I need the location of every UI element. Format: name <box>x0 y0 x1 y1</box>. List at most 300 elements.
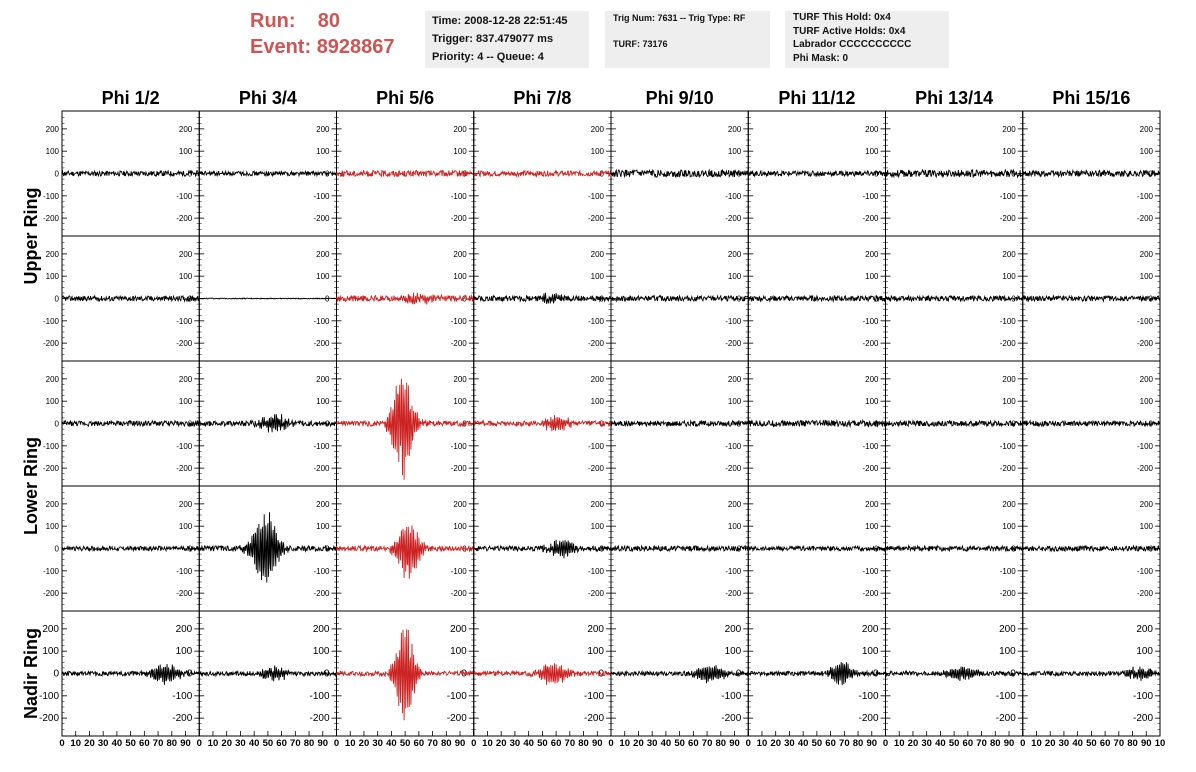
y-tick-label: -100 <box>176 441 193 451</box>
x-tick-label: 90 <box>317 738 329 749</box>
x-tick-label: 60 <box>139 738 150 749</box>
y-tick-label: 0 <box>323 668 330 680</box>
column-header: Phi 3/4 <box>238 88 297 108</box>
column-header: Phi 11/12 <box>778 88 856 108</box>
x-tick-label: 20 <box>358 738 370 749</box>
y-tick-label: -100 <box>587 316 604 326</box>
column-header: Phi 15/16 <box>1052 88 1131 108</box>
x-tick-label: 50 <box>811 738 823 749</box>
y-tick-label: 100 <box>453 147 467 157</box>
y-tick-label: 100 <box>590 397 604 407</box>
y-tick-label: 200 <box>590 249 604 259</box>
y-tick-label: 0 <box>54 544 59 554</box>
y-tick-label: 200 <box>316 499 330 509</box>
x-tick-label: 20 <box>1044 738 1056 749</box>
x-tick-label: 80 <box>1127 738 1138 749</box>
trig-num-text: Trig Num: 7631 -- Trig Type: RF <box>613 13 746 23</box>
y-tick-label: -200 <box>725 214 742 224</box>
x-tick-label: 40 <box>111 738 123 749</box>
waveform-trace <box>337 629 474 720</box>
y-tick-label: -200 <box>450 214 467 224</box>
x-tick-label: 90 <box>180 738 191 749</box>
y-tick-label: -100 <box>858 690 879 702</box>
y-tick-label: 0 <box>1011 294 1016 304</box>
y-tick-label: -100 <box>721 690 742 702</box>
y-tick-label: -200 <box>450 589 467 599</box>
x-tick-label: 80 <box>303 738 315 749</box>
y-tick-label: -100 <box>862 441 879 451</box>
y-tick-label: 0 <box>599 294 604 304</box>
y-tick-label: 0 <box>1011 544 1016 554</box>
y-tick-label: 100 <box>1002 522 1016 532</box>
y-tick-label: -200 <box>725 464 742 474</box>
y-tick-label: 0 <box>735 668 742 680</box>
waveform-trace <box>1023 546 1160 551</box>
y-tick-label: -200 <box>1136 589 1153 599</box>
y-tick-label: -200 <box>587 339 604 349</box>
y-tick-label: -100 <box>1136 566 1153 576</box>
y-tick-label: -200 <box>313 339 330 349</box>
y-tick-label: 100 <box>727 522 742 532</box>
x-tick-label: 20 <box>633 738 644 749</box>
y-tick-label: 100 <box>45 147 59 157</box>
y-tick-label: 200 <box>45 374 59 384</box>
y-tick-label: -200 <box>587 214 604 224</box>
y-tick-label: -100 <box>450 566 467 576</box>
y-tick-label: -200 <box>721 713 742 725</box>
x-tick-label: 10 <box>344 738 356 749</box>
y-tick-label: -100 <box>313 316 330 326</box>
y-tick-label: -200 <box>862 339 879 349</box>
y-tick-label: -200 <box>862 589 879 599</box>
y-tick-label: -100 <box>999 191 1016 201</box>
x-tick-label: 80 <box>578 738 589 749</box>
y-tick-label: 100 <box>316 397 330 407</box>
time-text: Time: 2008-12-28 22:51:45 <box>432 15 568 27</box>
y-tick-label: 100 <box>175 646 193 658</box>
y-tick-label: -100 <box>176 316 193 326</box>
y-tick-label: 100 <box>865 397 879 407</box>
y-tick-label: -200 <box>1136 339 1153 349</box>
x-tick-label: 30 <box>646 738 658 749</box>
x-tick-label: 30 <box>97 738 109 749</box>
y-tick-label: 100 <box>453 272 467 282</box>
waveform-trace <box>1023 421 1160 426</box>
x-tick-label: 70 <box>1113 738 1125 749</box>
y-tick-label: -100 <box>862 316 879 326</box>
x-tick-label: 0 <box>59 738 65 749</box>
y-tick-label: -100 <box>176 191 193 201</box>
y-tick-label: 100 <box>178 272 193 282</box>
waveform-trace <box>474 293 611 304</box>
y-tick-label: 200 <box>316 249 330 259</box>
waveform-trace <box>1023 667 1160 681</box>
y-tick-label: -200 <box>725 589 742 599</box>
column-header: Phi 5/6 <box>376 88 435 108</box>
y-tick-label: 0 <box>736 169 742 179</box>
y-tick-label: -200 <box>42 464 59 474</box>
y-tick-label: 200 <box>865 374 879 384</box>
y-tick-label: 200 <box>727 249 742 259</box>
y-tick-label: -200 <box>313 214 330 224</box>
y-tick-label: -100 <box>725 566 742 576</box>
y-tick-label: -100 <box>587 191 604 201</box>
y-tick-label: 100 <box>312 646 330 658</box>
y-tick-label: 100 <box>453 522 467 532</box>
waveform-trace <box>474 663 611 685</box>
y-tick-label: 200 <box>1139 499 1153 509</box>
y-tick-label: -100 <box>42 316 59 326</box>
y-tick-label: 100 <box>316 147 330 157</box>
y-tick-label: 0 <box>54 419 59 429</box>
y-tick-label: 200 <box>453 374 467 384</box>
x-tick-label: 30 <box>372 738 383 749</box>
y-tick-label: -100 <box>725 191 742 201</box>
y-tick-label: -200 <box>176 214 193 224</box>
x-tick-label: 20 <box>84 738 95 749</box>
waveform-trace <box>62 296 199 301</box>
y-tick-label: 200 <box>590 124 604 134</box>
turf-this-hold-text: TURF This Hold: 0x4 <box>793 12 891 23</box>
y-tick-label: -200 <box>999 589 1016 599</box>
waveform-trace <box>199 414 336 432</box>
waveform-trace <box>62 171 199 176</box>
x-tick-label: 90 <box>591 738 603 749</box>
y-tick-label: 0 <box>1148 419 1153 429</box>
y-tick-label: 100 <box>724 646 742 658</box>
y-tick-label: -100 <box>999 316 1016 326</box>
y-tick-label: 100 <box>999 646 1016 658</box>
y-tick-label: 200 <box>45 124 59 134</box>
x-tick-label: 10 <box>756 738 768 749</box>
waveform-trace <box>611 296 748 301</box>
x-tick-label: 50 <box>1086 738 1097 749</box>
y-tick-label: 100 <box>178 397 193 407</box>
y-tick-label: -200 <box>587 464 604 474</box>
waveform-trace <box>748 546 885 550</box>
y-tick-label: 200 <box>1002 499 1016 509</box>
waveform-trace <box>62 546 199 550</box>
x-tick-label: 10 <box>619 738 631 749</box>
y-tick-label: -200 <box>176 339 193 349</box>
waveform-trace <box>199 171 336 175</box>
x-tick-label: 20 <box>770 738 781 749</box>
waveform-trace <box>611 546 748 551</box>
y-tick-label: 0 <box>736 294 742 304</box>
y-tick-label: 100 <box>45 522 59 532</box>
x-tick-label: 90 <box>866 738 878 749</box>
y-tick-label: -100 <box>313 566 330 576</box>
y-tick-label: 200 <box>312 623 330 635</box>
y-tick-label: 100 <box>453 397 467 407</box>
x-tick-label: 50 <box>262 738 274 749</box>
y-tick-label: -100 <box>999 566 1016 576</box>
y-tick-label: -100 <box>42 566 59 576</box>
y-tick-label: -200 <box>999 464 1016 474</box>
y-tick-label: 100 <box>727 147 742 157</box>
y-tick-label: -200 <box>999 339 1016 349</box>
x-tick-label: 40 <box>660 738 672 749</box>
y-tick-label: 200 <box>1139 249 1153 259</box>
y-tick-label: 200 <box>587 623 604 635</box>
y-tick-label: 100 <box>861 646 879 658</box>
y-tick-label: 0 <box>462 419 467 429</box>
x-tick-label: 80 <box>852 738 864 749</box>
x-tick-label: 40 <box>1072 738 1083 749</box>
y-tick-label: 0 <box>325 294 330 304</box>
priority-text: Priority: 4 -- Queue: 4 <box>432 51 544 63</box>
y-tick-label: 200 <box>727 124 742 134</box>
waveform-trace <box>611 421 748 426</box>
y-tick-label: -200 <box>999 214 1016 224</box>
x-tick-label: 60 <box>688 738 699 749</box>
x-tick-label: 60 <box>825 738 836 749</box>
y-tick-label: 0 <box>1148 294 1153 304</box>
x-tick-label: 60 <box>550 738 562 749</box>
waveform-trace <box>886 421 1023 426</box>
x-tick-label: 80 <box>990 738 1001 749</box>
y-tick-label: 0 <box>874 294 879 304</box>
y-tick-label: -100 <box>862 191 879 201</box>
waveform-trace <box>748 296 885 301</box>
y-tick-label: 0 <box>54 294 59 304</box>
y-tick-label: -200 <box>1136 464 1153 474</box>
x-tick-label: 10 <box>70 738 82 749</box>
y-tick-label: 0 <box>1148 544 1153 554</box>
x-tick-label: 0 <box>745 738 751 749</box>
waveform-trace <box>611 170 748 177</box>
y-tick-label: 0 <box>1011 169 1016 179</box>
y-tick-label: 100 <box>316 522 330 532</box>
x-tick-label: 90 <box>729 738 740 749</box>
y-tick-label: 200 <box>724 623 742 635</box>
waveform-trace <box>199 298 336 299</box>
x-tick-label: 10 <box>207 738 219 749</box>
y-tick-label: 100 <box>727 397 742 407</box>
x-tick-label: 70 <box>427 738 438 749</box>
y-tick-label: 100 <box>1139 147 1153 157</box>
x-tick-label: 70 <box>701 738 713 749</box>
x-tick-label: 10 <box>482 738 493 749</box>
x-tick-label: 80 <box>441 738 452 749</box>
y-tick-label: 100 <box>1002 397 1016 407</box>
y-tick-label: 0 <box>462 294 467 304</box>
waveform-trace <box>474 415 611 431</box>
waveform-trace <box>199 665 336 681</box>
y-tick-label: 0 <box>1148 169 1153 179</box>
y-tick-label: -200 <box>42 214 59 224</box>
x-tick-label: 10 <box>893 738 905 749</box>
row-label: Nadir Ring <box>21 627 41 720</box>
x-tick-label: 40 <box>386 738 397 749</box>
y-tick-label: -100 <box>995 690 1016 702</box>
y-tick-label: -100 <box>176 566 193 576</box>
y-tick-label: -100 <box>862 566 879 576</box>
row-label: Upper Ring <box>21 187 41 285</box>
y-tick-label: 200 <box>453 499 467 509</box>
labrador-text: Labrador CCCCCCCCCC <box>793 39 912 50</box>
y-tick-label: 200 <box>865 249 879 259</box>
y-tick-label: 0 <box>1011 419 1016 429</box>
y-tick-label: 0 <box>53 668 59 680</box>
y-tick-label: -200 <box>38 713 59 725</box>
y-tick-label: 0 <box>874 419 879 429</box>
x-tick-label: 20 <box>907 738 919 749</box>
y-tick-label: 200 <box>865 499 879 509</box>
y-tick-label: -200 <box>862 214 879 224</box>
x-tick-label: 20 <box>495 738 507 749</box>
y-tick-label: 100 <box>865 147 879 157</box>
x-tick-label: 10 <box>1154 738 1166 749</box>
x-tick-label: 0 <box>196 738 202 749</box>
x-tick-label: 70 <box>152 738 164 749</box>
waveform-trace <box>1023 296 1160 301</box>
y-tick-label: 100 <box>45 272 59 282</box>
y-tick-label: 200 <box>178 249 193 259</box>
y-tick-label: 200 <box>175 623 193 635</box>
y-tick-label: 100 <box>1136 646 1153 658</box>
y-tick-label: 200 <box>1002 124 1016 134</box>
y-tick-label: 0 <box>461 668 467 680</box>
y-tick-label: 0 <box>599 544 604 554</box>
y-tick-label: 200 <box>861 623 879 635</box>
x-tick-label: 80 <box>166 738 178 749</box>
y-tick-label: -100 <box>1132 690 1153 702</box>
x-tick-label: 40 <box>523 738 534 749</box>
y-tick-label: -200 <box>42 339 59 349</box>
y-tick-label: -200 <box>583 713 604 725</box>
x-tick-label: 10 <box>1031 738 1042 749</box>
waveform-trace <box>748 171 885 176</box>
y-tick-label: 0 <box>187 169 193 179</box>
y-tick-label: 200 <box>865 124 879 134</box>
y-tick-label: -100 <box>313 441 330 451</box>
y-tick-label: -200 <box>858 713 879 725</box>
y-tick-label: -100 <box>450 316 467 326</box>
y-tick-label: -200 <box>446 713 467 725</box>
y-tick-label: -200 <box>587 589 604 599</box>
x-tick-label: 50 <box>125 738 136 749</box>
waveform-trace <box>337 293 474 305</box>
run-label: Run: <box>250 10 296 32</box>
y-tick-label: -100 <box>42 191 59 201</box>
y-tick-label: -100 <box>1136 316 1153 326</box>
x-tick-label: 50 <box>948 738 960 749</box>
y-tick-label: 100 <box>1002 272 1016 282</box>
x-tick-label: 50 <box>537 738 548 749</box>
waveform-trace <box>62 664 199 685</box>
y-tick-label: 200 <box>45 249 59 259</box>
y-tick-label: 200 <box>450 623 467 635</box>
x-tick-label: 70 <box>976 738 987 749</box>
y-tick-label: -100 <box>1136 441 1153 451</box>
x-tick-label: 90 <box>1003 738 1015 749</box>
waveform-trace <box>62 421 199 426</box>
y-tick-label: 200 <box>1139 124 1153 134</box>
y-tick-label: -200 <box>42 589 59 599</box>
y-tick-label: 100 <box>178 147 193 157</box>
row-label: Lower Ring <box>21 437 41 535</box>
x-tick-label: 30 <box>509 738 521 749</box>
x-tick-label: 20 <box>221 738 232 749</box>
y-tick-label: -100 <box>172 690 193 702</box>
run-value: 80 <box>317 10 341 32</box>
x-tick-label: 0 <box>882 738 889 749</box>
y-tick-label: 200 <box>453 249 467 259</box>
y-tick-label: -100 <box>309 690 330 702</box>
y-tick-label: -100 <box>725 316 742 326</box>
y-tick-label: 0 <box>872 668 879 680</box>
y-tick-label: 200 <box>727 499 742 509</box>
x-tick-label: 60 <box>413 738 425 749</box>
y-tick-label: 200 <box>178 374 193 384</box>
waveform-trace <box>886 546 1023 551</box>
y-tick-label: -200 <box>176 589 193 599</box>
y-tick-label: 100 <box>590 522 604 532</box>
y-tick-label: 100 <box>1002 147 1016 157</box>
x-tick-label: 50 <box>399 738 411 749</box>
column-header: Phi 7/8 <box>513 88 572 108</box>
y-tick-label: 0 <box>187 419 193 429</box>
y-tick-label: 100 <box>42 646 59 658</box>
y-tick-label: 200 <box>178 124 193 134</box>
y-tick-label: -100 <box>313 191 330 201</box>
y-tick-label: -100 <box>725 441 742 451</box>
y-tick-label: -100 <box>446 690 467 702</box>
x-tick-label: 30 <box>235 738 246 749</box>
waveform-trace <box>474 540 611 559</box>
waveform-trace <box>337 170 474 176</box>
y-tick-label: 0 <box>325 544 330 554</box>
y-tick-label: 0 <box>1147 668 1153 680</box>
x-tick-label: 0 <box>608 738 614 749</box>
y-tick-label: 0 <box>186 668 193 680</box>
y-tick-label: 0 <box>874 544 879 554</box>
y-tick-label: -200 <box>309 713 330 725</box>
y-tick-label: 100 <box>45 397 59 407</box>
waveform-trace <box>611 665 748 683</box>
x-tick-label: 0 <box>333 738 340 749</box>
y-tick-label: 0 <box>325 419 330 429</box>
column-header: Phi 13/14 <box>915 88 994 108</box>
y-tick-label: -100 <box>38 690 59 702</box>
x-tick-label: 60 <box>276 738 287 749</box>
y-tick-label: 200 <box>316 124 330 134</box>
y-tick-label: 100 <box>865 522 879 532</box>
y-tick-label: -100 <box>583 690 604 702</box>
turf-active-holds-text: TURF Active Holds: 0x4 <box>793 25 906 37</box>
y-tick-label: -100 <box>587 566 604 576</box>
y-tick-label: 0 <box>598 668 604 680</box>
y-tick-label: 100 <box>450 646 467 658</box>
x-tick-label: 40 <box>935 738 946 749</box>
y-tick-label: 0 <box>1010 668 1016 680</box>
y-tick-label: 100 <box>1139 272 1153 282</box>
y-tick-label: 0 <box>736 544 742 554</box>
y-tick-label: -200 <box>450 464 467 474</box>
y-tick-label: 0 <box>599 419 604 429</box>
x-tick-label: 70 <box>290 738 301 749</box>
y-tick-label: 0 <box>187 544 193 554</box>
column-header: Phi 9/10 <box>645 88 714 108</box>
x-tick-label: 80 <box>715 738 727 749</box>
x-tick-label: 60 <box>962 738 974 749</box>
y-tick-label: 100 <box>316 272 330 282</box>
column-header: Phi 1/2 <box>101 88 160 108</box>
y-tick-label: -200 <box>725 339 742 349</box>
x-tick-label: 0 <box>1020 738 1026 749</box>
y-tick-label: 0 <box>874 169 879 179</box>
